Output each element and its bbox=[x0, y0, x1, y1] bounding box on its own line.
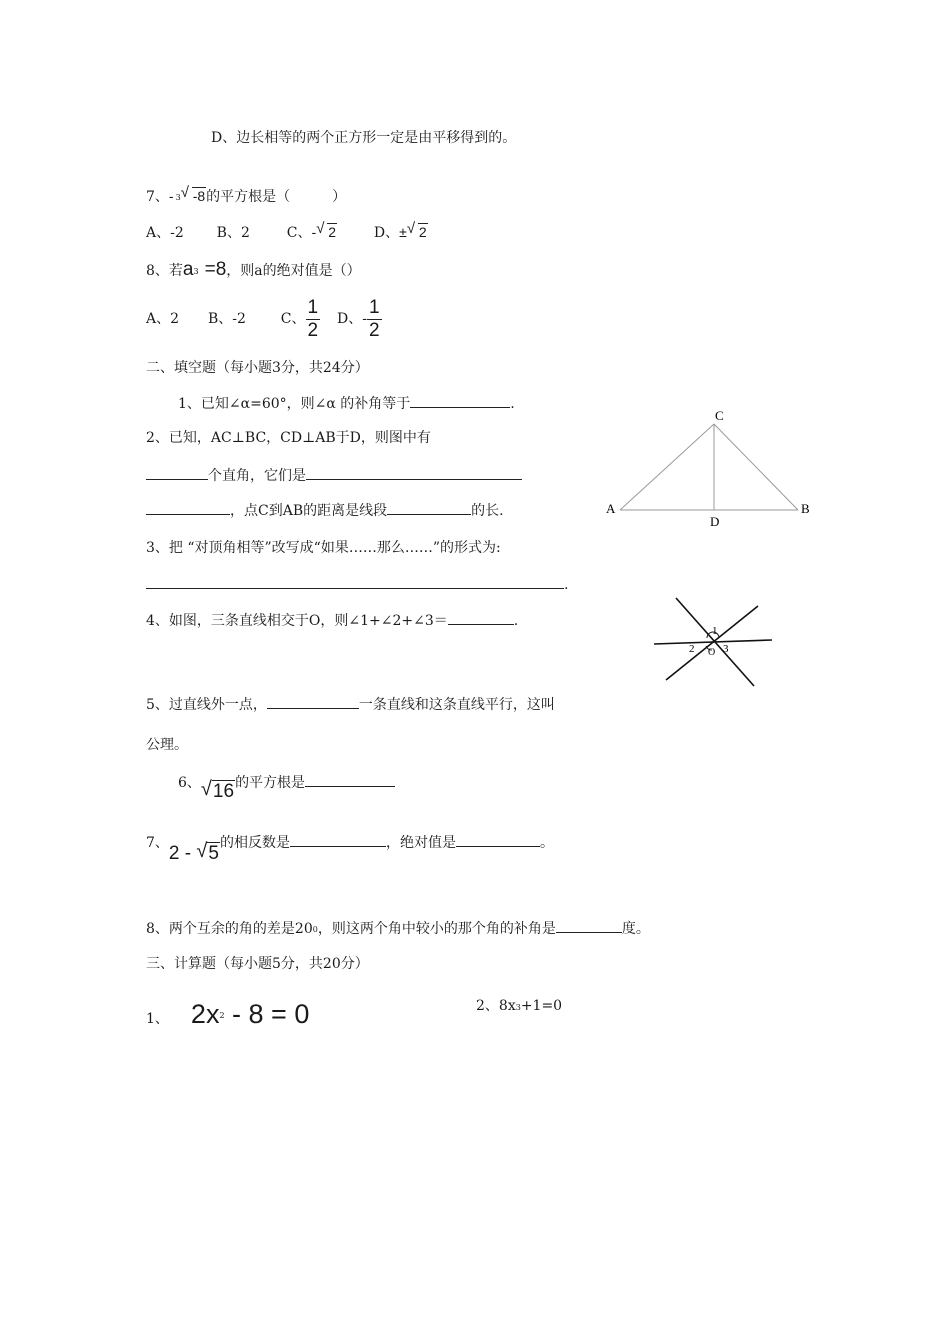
expression-2x: 2x bbox=[190, 999, 220, 1029]
question-number: 7、 bbox=[146, 189, 169, 205]
option-a: A、2 bbox=[146, 311, 180, 327]
fill-7: 7、2 - √ 5的相反数是 ，绝对值是 。 bbox=[146, 832, 554, 853]
label-d: D bbox=[710, 514, 720, 529]
cube-root-expression: √ -8 bbox=[180, 184, 206, 204]
fill-6: 6、 √ 16的平方根是 bbox=[178, 772, 395, 793]
root-index: 3 bbox=[175, 193, 181, 202]
sqrt-16: √ 16 bbox=[200, 778, 235, 802]
triangle-figure bbox=[600, 404, 820, 534]
label-c: C bbox=[715, 408, 724, 423]
expression-rest: - 8 = 0 bbox=[224, 999, 310, 1029]
option-d: D、- $\frac{1}{2}$ bbox=[336, 296, 380, 341]
question-text: 的平方根是（ ） bbox=[206, 189, 347, 205]
fill-2-line-3: ，点C到AB的距离是线段 的长. bbox=[146, 500, 504, 521]
side-bc bbox=[714, 424, 798, 510]
sqrt-5: √ 5 bbox=[196, 840, 219, 864]
label-1: 1 bbox=[712, 625, 718, 637]
option-b: B、-2 bbox=[207, 311, 246, 327]
answer-blank bbox=[448, 610, 514, 625]
section-3-heading: 三、计算题（每小题5分，共20分） bbox=[146, 956, 369, 972]
side-ac bbox=[620, 424, 714, 510]
minus-sign: - bbox=[168, 188, 174, 204]
fill-3-answer-line: . bbox=[146, 574, 568, 595]
fill-5: 5、过直线外一点， 一条直线和这条直线平行，这叫 bbox=[146, 694, 555, 715]
answer-blank bbox=[305, 772, 395, 787]
three-lines-figure bbox=[650, 594, 780, 690]
fill-2-line-2: 个直角，它们是 bbox=[146, 465, 522, 486]
answer-blank bbox=[410, 393, 510, 408]
option-a: A、-2 bbox=[146, 225, 184, 241]
answer-blank bbox=[267, 694, 359, 709]
question-7-options bbox=[146, 222, 428, 243]
option-d-text: D、边长相等的两个正方形一定是由平移得到的。 bbox=[211, 130, 517, 146]
fill-2-line-1: 2、已知，AC⊥BC，CD⊥AB于D，则图中有 bbox=[146, 430, 431, 446]
fill-3: 3、把 “对顶角相等”改写成“如果……那么……”的形式为: bbox=[146, 540, 501, 556]
equation-rhs: =8 bbox=[204, 259, 227, 280]
expression-two-minus: 2 - bbox=[168, 843, 197, 864]
option-b: B、2 bbox=[216, 225, 250, 241]
answer-blank bbox=[290, 832, 386, 847]
section-2-heading: 二、填空题（每小题3分，共24分） bbox=[146, 360, 369, 376]
label-3: 3 bbox=[723, 643, 729, 655]
answer-blank bbox=[146, 500, 230, 515]
label-o: O bbox=[708, 647, 716, 658]
fill-1: 1、已知∠α=60°，则∠α 的补角等于 . bbox=[178, 393, 515, 414]
variable-a: a bbox=[182, 259, 194, 280]
fill-4: 4、如图，三条直线相交于O，则∠1+∠2+∠3＝ . bbox=[146, 610, 518, 631]
option-d: D、± √ 2 bbox=[373, 220, 427, 241]
fill-8: 8、两个互余的角的差是$20^0$，则这两个角中较小的那个角的补角是 度。 bbox=[146, 918, 650, 939]
calc-1: 1、 $2x^2 - 8 = 0$ bbox=[146, 999, 310, 1029]
fill-5-line-2: 公理。 bbox=[146, 737, 188, 753]
option-c: C、 $\frac{1}{2}$ bbox=[280, 296, 319, 341]
label-b: B bbox=[801, 501, 810, 516]
answer-blank bbox=[146, 574, 564, 589]
answer-blank bbox=[146, 465, 208, 480]
option-c: C、- √ 2 bbox=[286, 220, 337, 241]
question-text: ，则a的绝对值是（） bbox=[226, 263, 361, 279]
question-number: 8、若 bbox=[146, 263, 183, 279]
answer-blank bbox=[456, 832, 540, 847]
label-2: 2 bbox=[689, 643, 695, 655]
answer-blank bbox=[387, 500, 471, 515]
question-8 bbox=[146, 260, 361, 281]
answer-blank bbox=[556, 918, 622, 933]
label-a: A bbox=[606, 501, 616, 516]
question-7 bbox=[146, 186, 346, 207]
answer-blank bbox=[306, 465, 522, 480]
exponent: 3 bbox=[193, 267, 199, 276]
calc-2: 2、$8x^3+1=0$ bbox=[476, 998, 563, 1014]
question-8-options bbox=[146, 296, 382, 342]
